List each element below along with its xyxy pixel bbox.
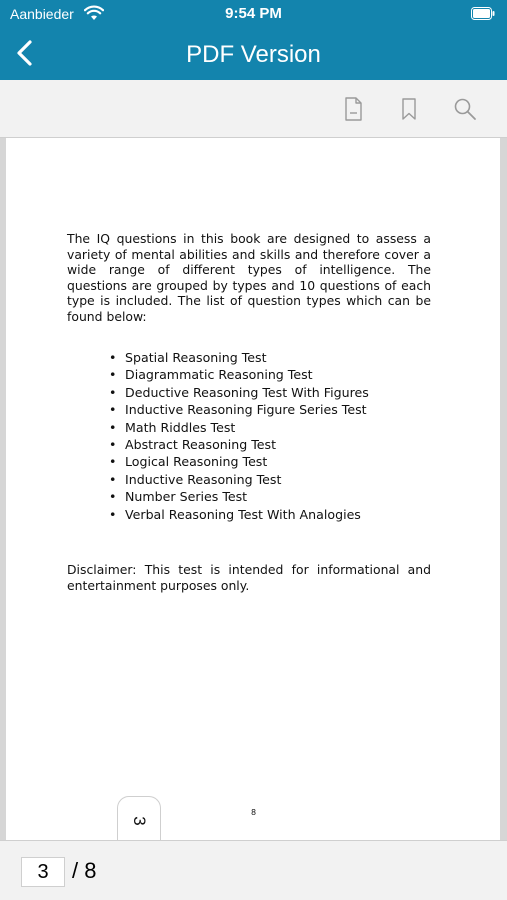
list-item: • Diagrammatic Reasoning Test bbox=[107, 366, 369, 383]
app-header bbox=[0, 0, 507, 80]
pdf-viewer[interactable] bbox=[0, 138, 507, 840]
list-item: • Abstract Reasoning Test bbox=[107, 436, 369, 453]
battery-icon bbox=[471, 7, 495, 20]
question-types-list bbox=[107, 349, 369, 523]
carrier-label: Aanbieder bbox=[10, 6, 74, 22]
page-number-input[interactable] bbox=[21, 857, 65, 887]
page-footer-number: 8 bbox=[251, 808, 257, 817]
bookmark-icon[interactable] bbox=[396, 96, 422, 122]
page-indicator-label: 3 bbox=[130, 816, 149, 826]
list-item: • Deductive Reasoning Test With Figures bbox=[107, 384, 369, 401]
list-item: • Logical Reasoning Test bbox=[107, 453, 369, 470]
list-item: • Verbal Reasoning Test With Analogies bbox=[107, 506, 369, 523]
page-indicator-tab[interactable] bbox=[117, 796, 161, 840]
pdf-page bbox=[6, 138, 500, 840]
document-outline-icon[interactable] bbox=[340, 96, 366, 122]
list-item: • Number Series Test bbox=[107, 488, 369, 505]
page-total-label: / 8 bbox=[72, 858, 97, 883]
search-icon[interactable] bbox=[452, 96, 478, 122]
list-item: • Spatial Reasoning Test bbox=[107, 349, 369, 366]
pdf-toolbar bbox=[0, 80, 507, 138]
status-time: 9:54 PM bbox=[225, 5, 282, 22]
page-title: PDF Version bbox=[186, 41, 321, 68]
disclaimer-paragraph: Disclaimer: This test is intended for informational and entertainment purposes only. bbox=[67, 562, 431, 593]
list-item: • Inductive Reasoning Test bbox=[107, 471, 369, 488]
pager-bar bbox=[0, 840, 507, 900]
list-item: • Inductive Reasoning Figure Series Test bbox=[107, 401, 369, 418]
list-item: • Math Riddles Test bbox=[107, 419, 369, 436]
intro-paragraph: The IQ questions in this book are designed to assess a variety of mental abilities and skills and therefore cover a wide range of different types of intelligence. The questions are grouped by types and 10 questions of each type is included. The list of question types which can be found below: bbox=[67, 231, 431, 324]
status-bar bbox=[0, 0, 507, 28]
